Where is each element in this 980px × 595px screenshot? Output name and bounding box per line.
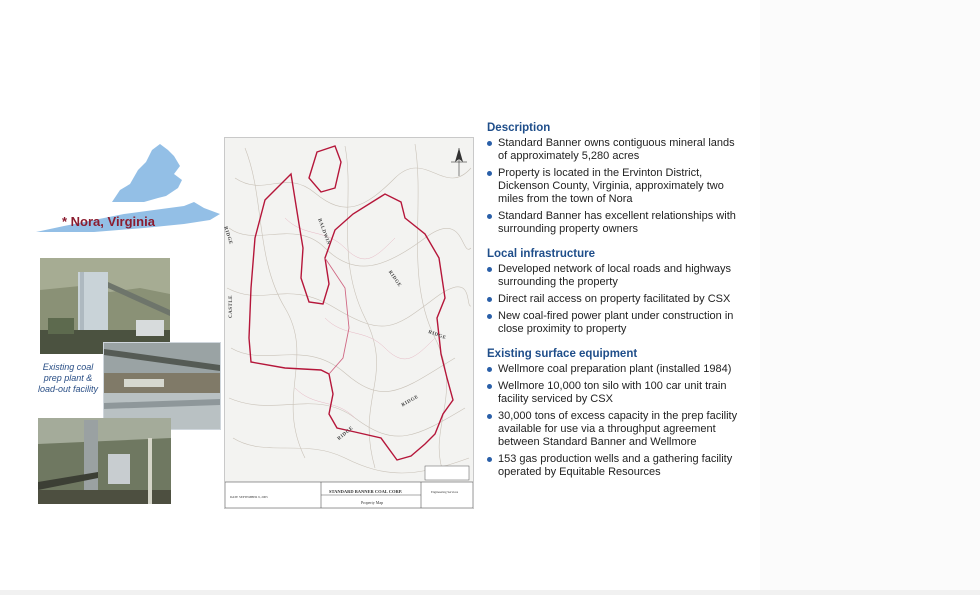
- bullet-text: Standard Banner has excellent relationships with surrounding property owners: [498, 210, 736, 235]
- north-arrow-icon: [451, 148, 467, 176]
- bullet-item: [483, 310, 745, 336]
- map-engineer: Engineering Services: [431, 490, 459, 494]
- ridge-label: CASTLE: [229, 294, 234, 318]
- property-map-drawing: [225, 138, 473, 508]
- conveyor-photo: [103, 342, 221, 430]
- bullet-item: [483, 210, 745, 236]
- photo-caption: Existing coal prep plant & load-out facility: [36, 358, 100, 412]
- ridge-label: BALDWIN: [316, 218, 331, 246]
- bullet-text: 30,000 tons of excess capacity in the prep facility available for use via a throughput agreement between Standard Banner and Wellmore: [498, 410, 738, 448]
- ridge-label: RIDGE: [222, 226, 233, 246]
- bullet-text: 153 gas production wells and a gathering facility operated by Equitable Resources: [498, 453, 733, 478]
- property-map: [224, 137, 474, 509]
- bullet-text: New coal-fired power plant under construction in close proximity to property: [498, 310, 734, 335]
- ridge-label: RIDGE: [427, 330, 447, 342]
- bullet-icon: [487, 314, 492, 319]
- bullet-list: [483, 363, 745, 479]
- bullet-icon: [487, 267, 492, 272]
- bullet-item: [483, 137, 745, 163]
- bullet-text: Developed network of local roads and highways surrounding the property: [498, 263, 731, 288]
- bullet-text: Wellmore 10,000 ton silo with 100 car unit train facility serviced by CSX: [498, 380, 727, 405]
- section-heading: Local infrastructure: [487, 248, 595, 260]
- section-existing-surface-equipment: [483, 348, 745, 479]
- section-heading: Description: [487, 122, 551, 134]
- bullet-text: Standard Banner owns contiguous mineral lands of approximately 5,280 acres: [498, 137, 735, 162]
- bullet-icon: [487, 367, 492, 372]
- bullet-icon: [487, 171, 492, 176]
- ridge-label: RIDGE: [401, 394, 420, 409]
- prep-plant-photo: [40, 258, 170, 354]
- bullet-item: [483, 363, 745, 376]
- bullet-text: Direct rail access on property facilitated by CSX: [498, 293, 731, 305]
- map-caption: Property Map: [361, 500, 384, 505]
- page-bottom-edge: [0, 590, 980, 595]
- bullet-item: [483, 293, 745, 306]
- bullet-item: [483, 167, 745, 206]
- bullet-item: [483, 453, 745, 479]
- ridge-label: RIDGE: [386, 270, 402, 289]
- section-local-infrastructure: [483, 248, 745, 336]
- bullet-text: Wellmore coal preparation plant (installed 1984): [498, 363, 732, 375]
- property-details: [483, 122, 745, 491]
- bullet-icon: [487, 457, 492, 462]
- silo-photo: [38, 418, 171, 504]
- section-description: [483, 122, 745, 236]
- bullet-item: [483, 410, 745, 449]
- bullet-icon: [487, 141, 492, 146]
- bullet-list: [483, 263, 745, 336]
- bullet-icon: [487, 414, 492, 419]
- map-date: DATE SEPTEMBER 9, 2005: [230, 495, 268, 499]
- section-heading: Existing surface equipment: [487, 348, 638, 360]
- bullet-text: Property is located in the Ervinton District, Dickenson County, Virginia, approximately two miles from the town of Nora: [498, 167, 724, 205]
- ridge-label: RIDGE: [337, 425, 355, 442]
- bullet-item: [483, 380, 745, 406]
- page-edge-shadow: [760, 0, 980, 595]
- bullet-icon: [487, 384, 492, 389]
- location-label: * Nora, Virginia: [62, 214, 155, 229]
- bullet-list: [483, 137, 745, 236]
- map-company: STANDARD BANNER COAL CORP.: [329, 489, 403, 494]
- bullet-item: [483, 263, 745, 289]
- bullet-icon: [487, 214, 492, 219]
- bullet-icon: [487, 297, 492, 302]
